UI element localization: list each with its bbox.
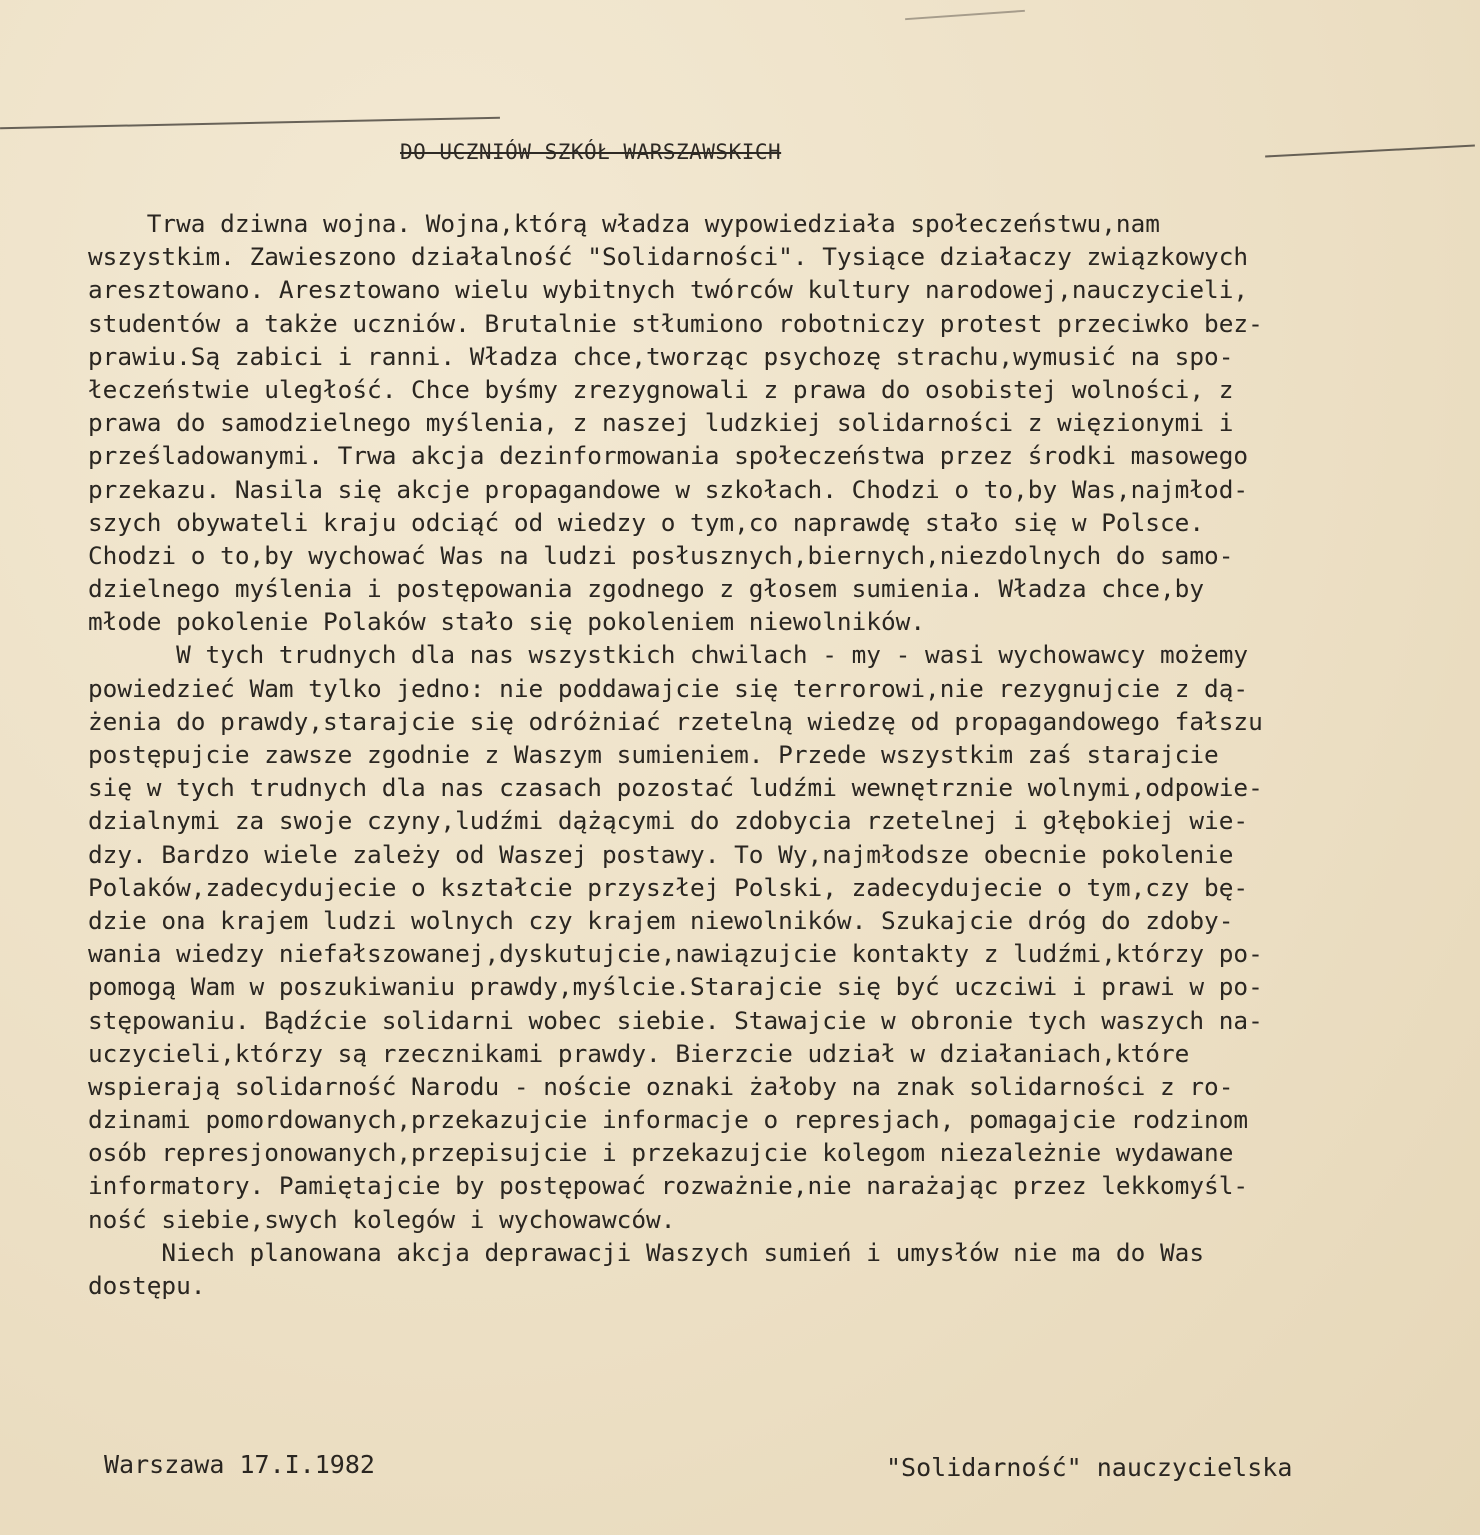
text-line: wszystkim. Zawieszono działalność "Solidarności". Tysiące działaczy związkowych — [88, 242, 1249, 272]
text-line: Polaków,zadecydujecie o kształcie przyszłej Polski, zadecydujecie o tym,czy bę- — [88, 872, 1249, 902]
text-line: wania wiedzy niefałszowanej,dyskutujcie,nawiązujcie kontakty z ludźmi,którzy po- — [88, 939, 1263, 969]
text-line: szych obywateli kraju odciąć od wiedzy o tym,co naprawdę stało się w Polsce. — [88, 507, 1205, 537]
text-line: dzie ona krajem ludzi wolnych czy krajem niewolników. Szukajcie dróg do zdoby- — [88, 905, 1234, 935]
place-date: Warszawa 17.I.1982 — [104, 1450, 375, 1479]
text-line: stępowaniu. Bądźcie solidarni wobec siebie. Stawajcie w obronie tych waszych na- — [88, 1005, 1263, 1035]
stray-pen-mark — [905, 10, 1025, 20]
text-line: młode pokolenie Polaków stało się pokoleniem niewolników. — [88, 607, 926, 637]
text-line: studentów a także uczniów. Brutalnie stłumiono robotniczy protest przeciwko bez- — [88, 308, 1263, 338]
text-line: przekazu. Nasila się akcje propagandowe w szkołach. Chodzi o to,by Was,najmłod- — [88, 474, 1249, 504]
text-line: dostępu. — [88, 1271, 206, 1300]
text-line: W tych trudnych dla nas wszystkich chwilach - my - wasi wychowawcy możemy — [88, 640, 1249, 670]
text-line: żenia do prawdy,starajcie się odróżniać rzetelną wiedzę od propagandowego fałszu — [88, 706, 1263, 736]
document-title: DO UCZNIÓW SZKÓŁ WARSZAWSKICH — [400, 140, 782, 164]
text-line: uczycieli,którzy są rzecznikami prawdy. Bierzcie udział w działaniach,które — [88, 1038, 1190, 1068]
text-line: postępujcie zawsze zgodnie z Waszym sumieniem. Przede wszystkim zaś starajcie — [88, 740, 1219, 769]
text-line: Niech planowana akcja deprawacji Waszych sumień i umysłów nie ma do Was — [88, 1237, 1205, 1267]
text-line: prawa do samodzielnego myślenia, z naszej ludzkiej solidarności z więzionymi i — [88, 408, 1234, 438]
text-line: ność siebie,swych kolegów i wychowawców. — [88, 1204, 676, 1234]
text-line: dzialnymi za swoje czyny,ludźmi dążącymi do zdobycia rzetelnej i głębokiej wie- — [88, 806, 1249, 836]
text-line: Trwa dziwna wojna. Wojna,którą władza wypowiedziała społeczeństwu,nam — [88, 209, 1160, 238]
text-line: osób represjonowanych,przepisujcie i przekazujcie kolegom niezależnie wydawane — [88, 1138, 1234, 1168]
text-line: prześladowanymi. Trwa akcja dezinformowania społeczeństwa przez środki masowego — [88, 441, 1249, 471]
text-line: dzy. Bardzo wiele zależy od Waszej postawy. To Wy,najmłodsze obecnie pokolenie — [88, 839, 1234, 869]
letter-body — [88, 207, 1470, 1302]
text-line: wspierają solidarność Narodu - noście oznaki żałoby na znak solidarności z ro- — [88, 1071, 1234, 1101]
text-line: aresztowano. Aresztowano wielu wybitnych twórców kultury narodowej,nauczycieli, — [88, 275, 1249, 305]
text-line: informatory. Pamiętajcie by postępować rozważnie,nie narażając przez lekkomyśl- — [88, 1171, 1249, 1201]
text-line: powiedzieć Wam tylko jedno: nie poddawajcie się terrorowi,nie rezygnujcie z dą- — [88, 673, 1249, 703]
stray-pen-mark — [1265, 145, 1475, 158]
signature: "Solidarność" nauczycielska — [886, 1453, 1293, 1482]
text-line: prawiu.Są zabici i ranni. Władza chce,tworząc psychozę strachu,wymusić na spo- — [88, 341, 1234, 371]
text-line: pomogą Wam w poszukiwaniu prawdy,myślcie.Starajcie się być uczciwi i prawi w po- — [88, 972, 1263, 1002]
text-line: Chodzi o to,by wychować Was na ludzi posłusznych,biernych,niezdolnych do samo- — [88, 540, 1234, 570]
text-line: dzinami pomordowanych,przekazujcie informacje o represjach, pomagajcie rodzinom — [88, 1105, 1249, 1135]
text-line: dzielnego myślenia i postępowania zgodnego z głosem sumienia. Władza chce,by — [88, 574, 1205, 604]
text-line: łeczeństwie uległość. Chce byśmy zrezygnowali z prawa do osobistej wolności, z — [88, 374, 1234, 404]
stray-pen-mark — [0, 117, 500, 129]
text-line: się w tych trudnych dla nas czasach pozostać ludźmi wewnętrznie wolnymi,odpowie- — [88, 773, 1263, 803]
